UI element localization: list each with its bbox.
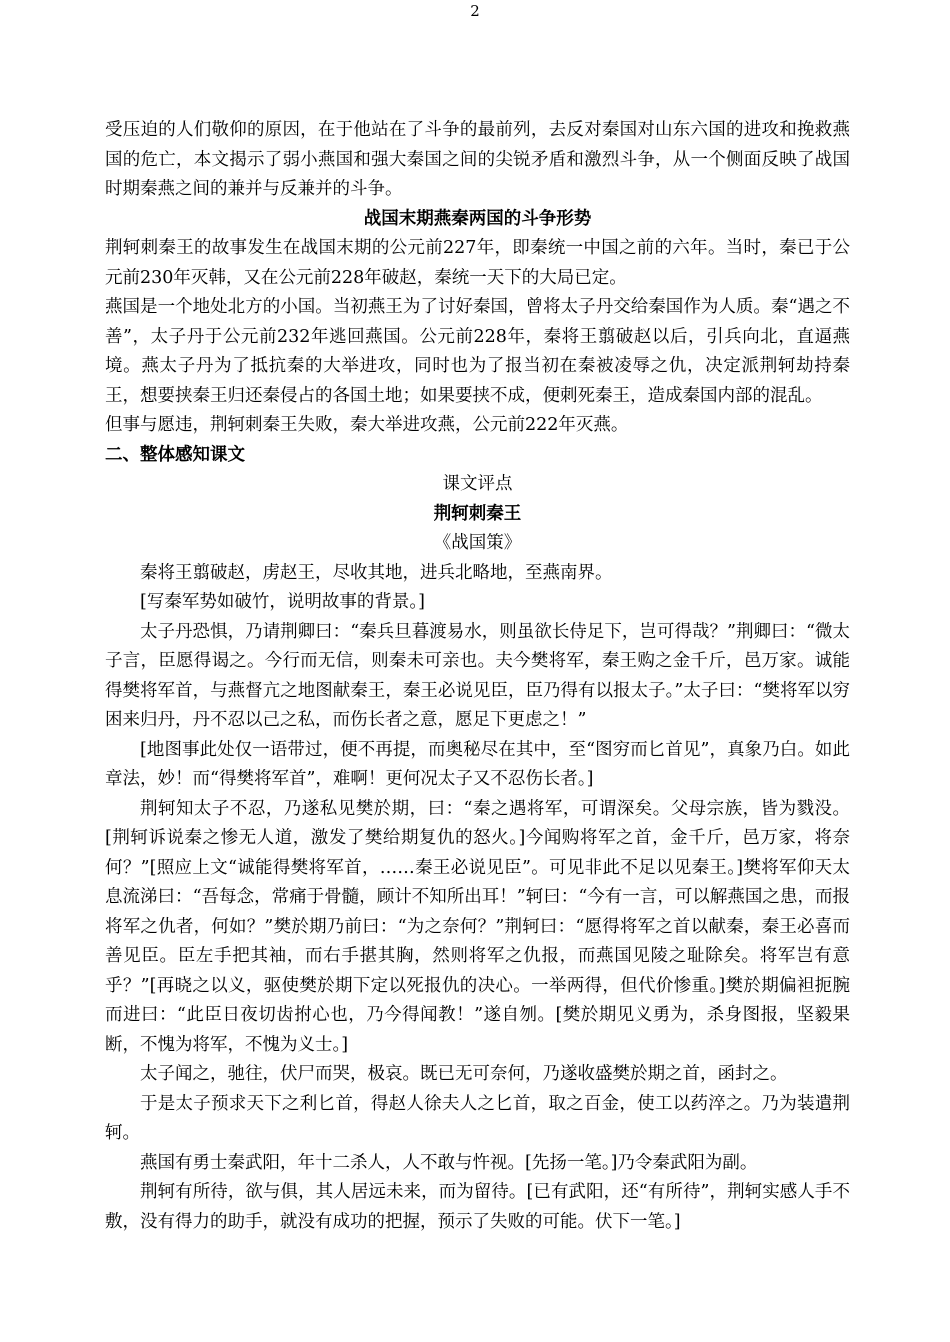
text-paragraph: 于是太子预求天下之利匕首，得赵人徐夫人之匕首，取之百金，使工以药淬之。乃为装遣荆轲。 <box>105 1093 850 1143</box>
text-paragraph: [地图事此处仅一语带过，便不再提，而奥秘尽在其中，至“图穷而匕首见”，真象乃白。如此章法，妙！而“得樊将军首”，难啊！更何况太子又不忍伤长者。] <box>105 739 850 789</box>
text-paragraph: 荆轲有所待，欲与俱，其人居远未来，而为留待。[已有武阳，还“有所待”，荆轲实感人手不敷，没有得力的助手，就没有成功的把握，预示了失败的可能。伏下一笔。] <box>105 1182 850 1232</box>
background-paragraph-2: 燕国是一个地处北方的小国。当初燕王为了讨好秦国，曾将太子丹交给秦国作为人质。秦“遇之不善”，太子丹于公元前232年逃回燕国。公元前228年，秦将王翦破赵以后，引兵向北，直逼燕境。燕太子丹为了抵抗秦的大举进攻，同时也为了报当初在秦被凌辱之仇，决定派荆轲劫持秦王，想要挟秦王归还秦侵占的各国土地；如果要挟不成，便刺死秦王，造成秦国内部的混乱。 <box>105 297 850 406</box>
text-paragraph: 燕国有勇士秦武阳，年十二杀人，人不敢与忤视。[先扬一笔。]乃令秦武阳为副。 <box>140 1152 758 1173</box>
document-body <box>105 116 850 1237</box>
text-paragraph: 太子丹恐惧，乃请荆卿曰：“秦兵旦暮渡易水，则虽欲长侍足下，岂可得哉？”荆卿曰：“微太子言，臣愿得谒之。今行而无信，则秦未可亲也。夫今樊将军，秦王购之金千斤，邑万家。诚能得樊将军首，与燕督亢之地图献秦王，秦王必说见臣，臣乃得有以报太子。”太子曰：“樊将军以穷困来归丹，丹不忍以己之私，而伤长者之意，愿足下更虑之！” <box>105 621 850 730</box>
commentary-label: 课文评点 <box>442 474 513 494</box>
text-title: 荆轲刺秦王 <box>433 503 522 524</box>
text-paragraph: 秦将王翦破赵，虏赵王，尽收其地，进兵北略地，至燕南界。 <box>140 562 613 583</box>
background-paragraph-1: 荆轲刺秦王的故事发生在战国末期的公元前227年，即秦统一中国之前的六年。当时，秦已于公元前230年灭韩，又在公元前228年破赵，秦统一天下的大局已定。 <box>105 238 850 288</box>
text-paragraph: [写秦军势如破竹，说明故事的背景。] <box>140 592 425 612</box>
background-paragraph-3: 但事与愿违，荆轲刺秦王失败，秦大举进攻燕，公元前222年灭燕。 <box>105 415 629 435</box>
text-paragraph: 太子闻之，驰往，伏尸而哭，极哀。既已无可奈何，乃遂收盛樊於期之首，函封之。 <box>140 1064 788 1084</box>
intro-paragraph: 受压迫的人们敬仰的原因，在于他站在了斗争的最前列，去反对秦国对山东六国的进攻和挽救燕国的危亡，本文揭示了弱小燕国和强大秦国之间的尖锐矛盾和激烈斗争，从一个侧面反映了战国时期秦燕之间的兼并与反兼并的斗争。 <box>105 120 850 199</box>
text-source: 《战国策》 <box>433 533 522 553</box>
section-heading-overview: 二、整体感知课文 <box>105 444 245 465</box>
section-heading-struggle: 战国末期燕秦两国的斗争形势 <box>363 208 592 229</box>
page-number: 2 <box>470 2 480 20</box>
text-paragraph: 荆轲知太子不忍，乃遂私见樊於期，曰：“秦之遇将军，可谓深矣。父母宗族，皆为戮没。[荆轲诉说秦之惨无人道，激发了樊给期复仇的怒火。]今闻购将军之首，金千斤，邑万家，将奈何？”[照应上文“诚能得樊将军首，……秦王必说见臣”。可见非此不足以见秦王。]樊将军仰天太息流涕曰：“吾每念，常痛于骨髓，顾计不知所出耳！”轲曰：“今有一言，可以解燕国之患，而报将军之仇者，何如？”樊於期乃前曰：“为之奈何？”荆轲曰：“愿得将军之首以献秦，秦王必喜而善见臣。臣左手把其袖，而右手揕其胸，然则将军之仇报，而燕国见陵之耻除矣。将军岂有意乎？”[再晓之以义，驱使樊於期下定以死报仇的决心。一举两得，但代价惨重。]樊於期偏袒扼腕而进曰：“此臣日夜切齿拊心也，乃今得闻教！”遂自刎。[樊於期见义勇为，杀身图报，坚毅果断，不愧为将军，不愧为义士。] <box>105 798 850 1055</box>
